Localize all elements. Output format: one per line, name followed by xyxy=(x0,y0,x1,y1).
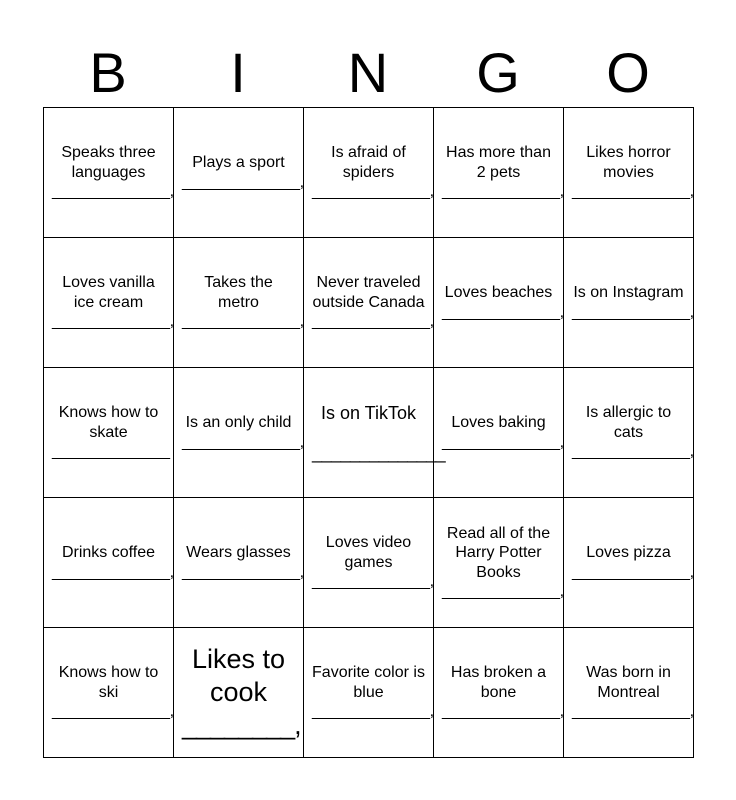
cell-prompt: Wears glasses xyxy=(186,544,291,561)
cell-prompt: Was born in Montreal xyxy=(586,664,671,701)
cell-prompt: Drinks coffee xyxy=(61,544,156,561)
cell-prompt: Is allergic to cats xyxy=(585,404,672,441)
cell-prompt: Favorite color is blue xyxy=(312,664,425,701)
cell-answer-line: ______________, xyxy=(442,583,564,600)
cell-answer-line: ______________, xyxy=(442,183,564,201)
cell-answer-line: ______________, xyxy=(52,313,174,331)
bingo-row xyxy=(44,628,694,758)
bingo-cell[interactable] xyxy=(304,498,434,628)
cell-answer-line: ______________, xyxy=(312,703,434,721)
cell-prompt: Has more than 2 pets xyxy=(446,144,551,181)
cell-answer-line: ______________, xyxy=(312,573,434,591)
bingo-cell[interactable] xyxy=(564,498,694,628)
bingo-cell[interactable] xyxy=(434,368,564,498)
header-letter-g: G xyxy=(476,41,520,104)
cell-prompt: Likes to cook xyxy=(191,644,286,707)
bingo-row xyxy=(44,498,694,628)
cell-prompt: Knows how to ski xyxy=(58,664,159,701)
cell-prompt: Plays a sport xyxy=(192,154,285,171)
cell-prompt: Speaks three languages xyxy=(61,144,156,181)
bingo-cell[interactable] xyxy=(434,238,564,368)
cell-answer-line: ______________, xyxy=(312,313,434,331)
cell-prompt: Is on Instagram xyxy=(573,284,684,301)
bingo-cell[interactable] xyxy=(304,628,434,758)
cell-prompt: Takes the metro xyxy=(204,274,273,311)
cell-prompt: Never traveled outside Canada xyxy=(312,274,425,311)
cell-prompt: Loves vanilla ice cream xyxy=(62,274,155,311)
bingo-cell[interactable] xyxy=(434,628,564,758)
bingo-cell[interactable] xyxy=(304,238,434,368)
cell-answer-line: ______________, xyxy=(182,433,304,451)
bingo-row xyxy=(44,238,694,368)
cell-answer-line: ______________, xyxy=(442,433,564,451)
cell-answer-line: ______________, xyxy=(312,183,434,201)
cell-answer-line: ______________, xyxy=(52,183,174,201)
bingo-cell[interactable] xyxy=(174,628,304,758)
cell-prompt: Read all of the Harry Potter Books xyxy=(446,524,551,581)
bingo-cell[interactable] xyxy=(434,108,564,238)
cell-answer-line: ______________, xyxy=(182,173,304,191)
bingo-cell[interactable] xyxy=(564,108,694,238)
bingo-cell[interactable] xyxy=(44,628,174,758)
cell-answer-line: ______________, xyxy=(572,703,694,721)
cell-answer-line: ______________, xyxy=(52,563,174,581)
header-letter-i: I xyxy=(230,41,246,104)
bingo-cell[interactable] xyxy=(434,498,564,628)
cell-answer-line: ______________, xyxy=(442,703,564,721)
header-letter-n: N xyxy=(347,41,389,104)
bingo-row xyxy=(44,108,694,238)
cell-answer-line: ______________, xyxy=(572,443,694,461)
bingo-cell[interactable] xyxy=(44,498,174,628)
cell-answer-line: ______________ xyxy=(52,443,170,461)
cell-prompt: Is on TikTok xyxy=(320,402,417,423)
cell-prompt: Has broken a bone xyxy=(450,664,547,701)
bingo-cell[interactable] xyxy=(174,108,304,238)
cell-prompt: Is afraid of spiders xyxy=(331,144,406,181)
cell-prompt: Loves video games xyxy=(325,534,412,571)
bingo-row xyxy=(44,368,694,498)
cell-answer-line: ______________, xyxy=(442,303,564,321)
header-letter-b: B xyxy=(89,41,127,104)
bingo-cell[interactable] xyxy=(174,368,304,498)
cell-prompt: Knows how to skate xyxy=(58,404,159,441)
cell-prompt: Likes horror movies xyxy=(586,144,671,181)
bingo-cell[interactable] xyxy=(174,238,304,368)
bingo-grid xyxy=(43,107,694,758)
bingo-cell[interactable] xyxy=(44,238,174,368)
cell-answer-line: ______________ xyxy=(312,442,446,463)
cell-answer-line: ______________, xyxy=(572,563,694,581)
cell-prompt: Loves pizza xyxy=(586,544,671,561)
cell-answer-line: ______________, xyxy=(572,183,694,201)
bingo-cell[interactable] xyxy=(304,108,434,238)
cell-answer-line: ______________, xyxy=(182,313,304,331)
bingo-cell[interactable] xyxy=(44,368,174,498)
cell-prompt: Is an only child xyxy=(185,414,292,431)
cell-answer-line: ______________, xyxy=(52,703,174,721)
header-letter-o: O xyxy=(606,41,650,104)
bingo-cell[interactable] xyxy=(564,628,694,758)
cell-prompt: Loves baking xyxy=(451,414,546,431)
cell-prompt: Loves beaches xyxy=(444,284,553,301)
bingo-cell[interactable] xyxy=(304,368,446,498)
bingo-cell[interactable] xyxy=(44,108,174,238)
bingo-header xyxy=(43,40,693,106)
bingo-cell[interactable] xyxy=(564,368,694,498)
bingo-cell[interactable] xyxy=(564,238,694,368)
cell-answer-line: ________, xyxy=(182,710,301,740)
cell-answer-line: ______________, xyxy=(182,563,304,581)
cell-answer-line: ______________, xyxy=(572,303,694,321)
bingo-cell[interactable] xyxy=(174,498,304,628)
